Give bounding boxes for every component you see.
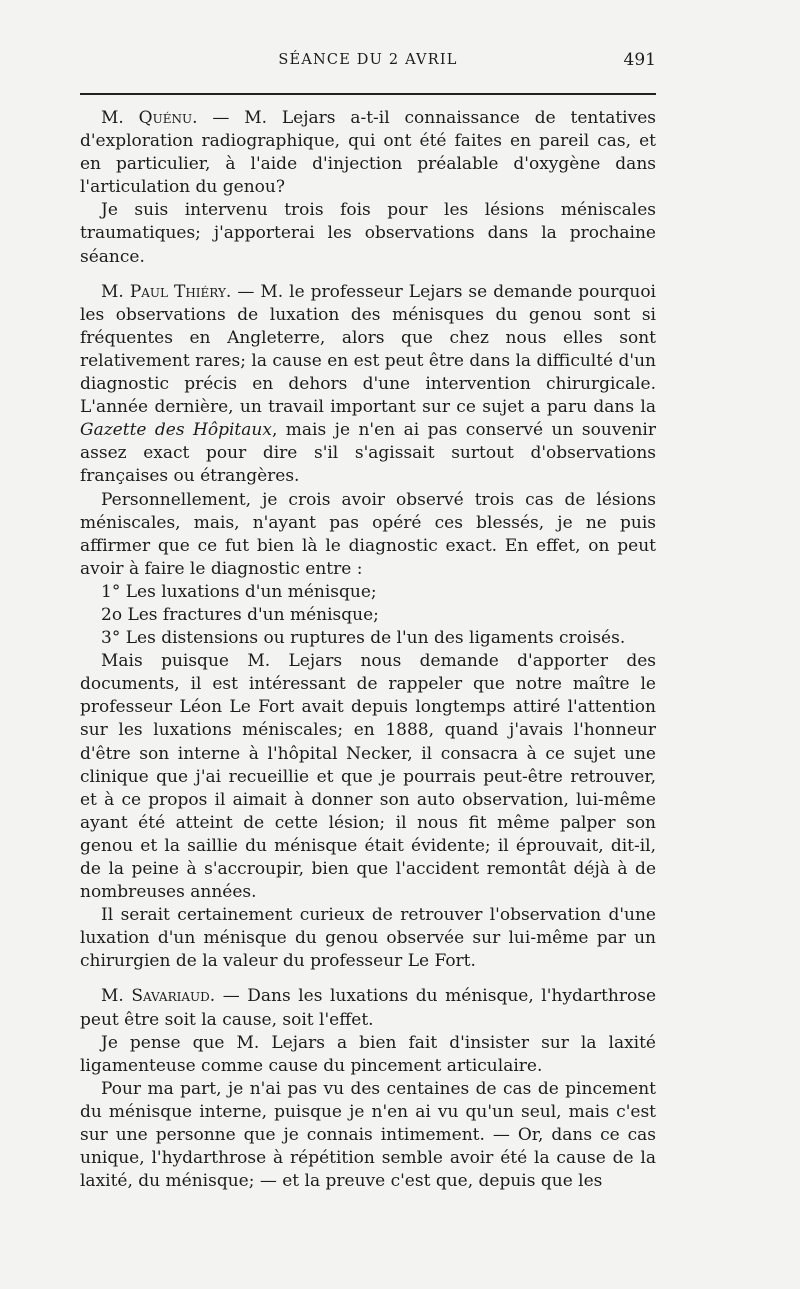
paragraph: Mais puisque M. Lejars nous demande d'apporter des documents, il est intéressant de rappeler que notre maître le professeur Léon Le Fort avait depuis longtemps attiré l'attention sur les luxations méniscales; en 1888, quand j'avais l'honneur d'être son interne à l'hôpital Necker, il consacra à ce sujet une clinique que j'ai recueillie et que je pourrais peut-être retrouver, et à ce propos il aimait à donner son auto observation, lui-même ayant été atteint de cette lésion; il nous fit même palper son genou et la saillie du ménisque était évidente; il éprouvait, dit-il, de la peine à s'accroupir, bien que l'accident remontât déjà à de nombreuses années. [80, 651, 656, 903]
paragraph: Je suis intervenu trois fois pour les lésions méniscales traumatiques; j'apporterai les observations dans la prochaine séance. [80, 200, 656, 267]
diagnosis-list [80, 581, 656, 650]
paragraph: Personnellement, je crois avoir observé trois cas de lésions méniscales, mais, n'ayant pas opéré ces blessés, je ne puis affirmer que ce fut bien là le diagnostic exact. En effet, on peut avoir à faire le diagnostic entre : [80, 489, 656, 579]
journal-title: Gazette des Hôpitaux [80, 420, 272, 441]
page-header [80, 50, 656, 80]
body-text [80, 107, 656, 1193]
speaker-name: M. Savariaud. [101, 986, 216, 1007]
running-title: SÉANCE DU 2 AVRIL [278, 52, 458, 68]
list-item: 3° Les distensions ou ruptures de l'un des ligaments croisés. [101, 628, 626, 649]
speaker-name: M. Quénu. [101, 108, 198, 128]
speaker-name: M. Paul Thiéry. [101, 281, 232, 302]
paragraph: Il serait certainement curieux de retrouver l'observation d'une luxation d'un ménisque du genou observée sur lui-même par un chirurgien de la valeur du professeur Le Fort. [80, 905, 656, 972]
list-item: 2o Les fractures d'un ménisque; [101, 604, 379, 625]
paragraph-queneu [80, 107, 656, 199]
paragraph: Je pense que M. Lejars a bien fait d'insister sur la laxité ligamenteuse comme cause du pincement articulaire. [80, 1032, 656, 1076]
paragraph-text: , mais je n'en ai pas conservé un souvenir assez exact pour dire s'il s'agissait surtout d'observations françaises ou étrangères. [80, 420, 656, 487]
page-number: 491 [623, 50, 656, 70]
paragraph: Pour ma part, je n'ai pas vu des centaines de cas de pincement du ménisque interne, puisque je n'en ai vu qu'un seul, mais c'est sur une personne que je connais intimement. — Or, dans ce cas unique, l'hydarthrose à répétition semble avoir été la cause de la laxité, du ménisque; — et la preuve c'est que, depuis que les [80, 1078, 656, 1192]
paragraph-text: — M. Lejars a-t-il connaissance de tentatives d'exploration radiographique, qui ont été faites en pareil cas, et en particulier, à l'aide d'injection préalable d'oxygène dans l'articulation du genou? [80, 108, 656, 198]
paragraph-thiery [80, 281, 656, 489]
paragraph-savariaud [80, 985, 656, 1031]
header-rule [80, 93, 656, 95]
paragraph-text: — Dans les luxations du ménisque, l'hydarthrose peut être soit la cause, soit l'effet. [80, 986, 657, 1030]
paragraph-text: — M. le professeur Lejars se demande pourquoi les observations de luxation des ménisques du genou sont si fréquentes en Angleterre, alors que chez nous elles sont relativement rares; la cause en est peut être dans la difficulté d'un diagnostic précis en dehors d'une intervention chirurgicale. L'année dernière, un travail important sur ce sujet a paru dans la [80, 281, 656, 418]
list-item: 1° Les luxations d'un ménisque; [101, 581, 377, 602]
